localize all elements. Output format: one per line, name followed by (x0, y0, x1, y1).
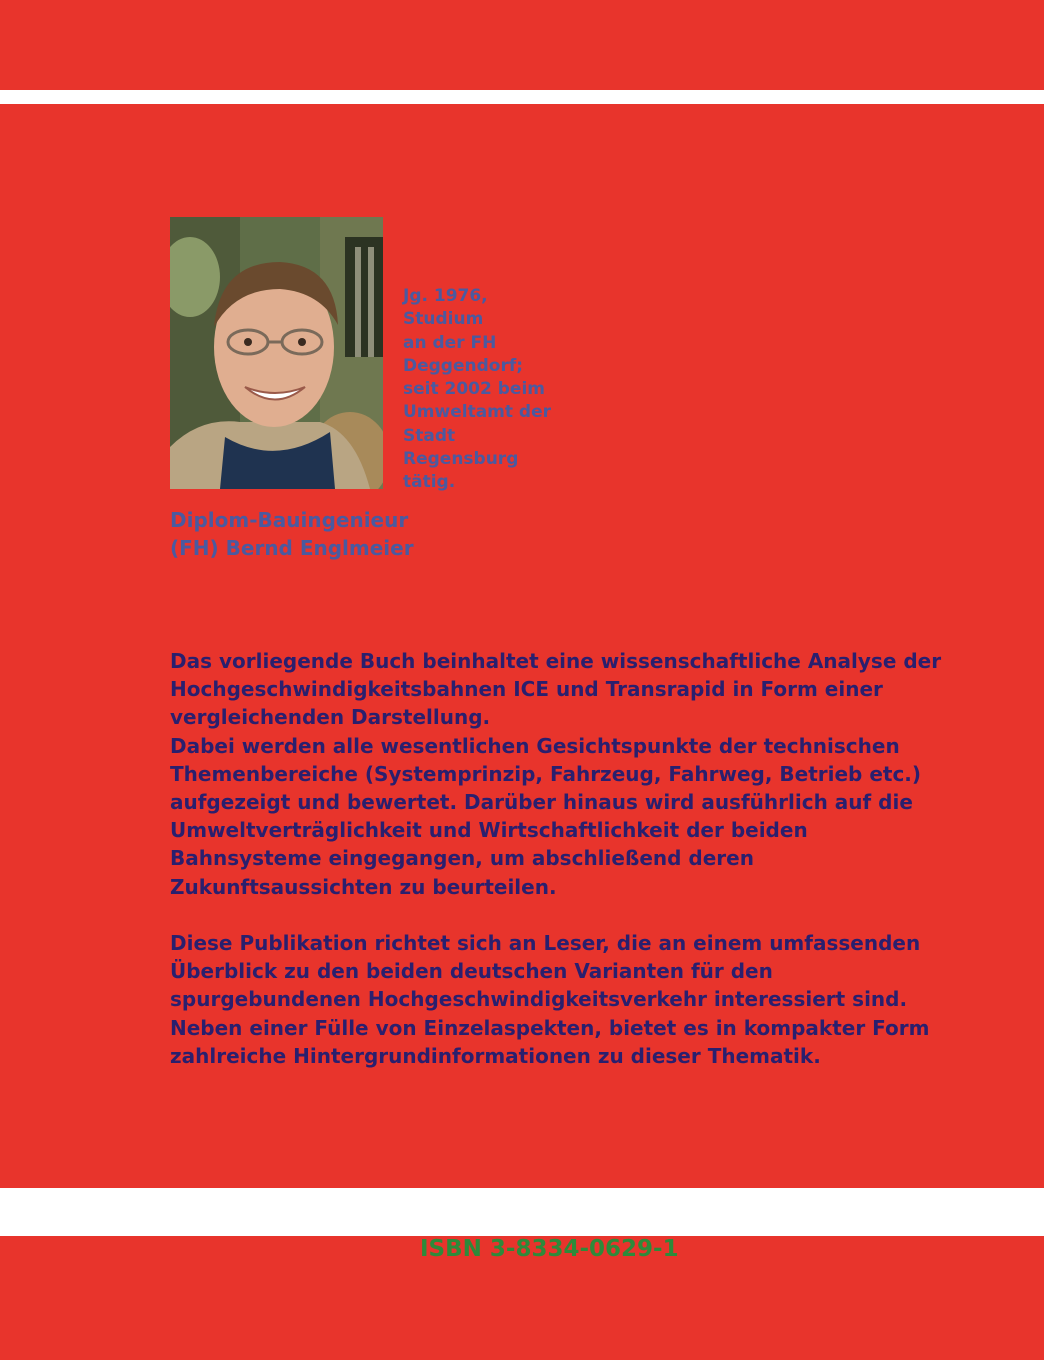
bio-line: Umweltamt der (403, 402, 552, 423)
blurb-line: Das vorliegende Buch beinhaltet eine wissenschaftliche Analyse der (170, 649, 942, 673)
bottom-white-stripe (0, 1188, 1044, 1236)
blurb-paragraph-2 (170, 929, 1010, 1070)
blurb-line: zahlreiche Hintergrundinformationen zu dieser Thematik. (170, 1043, 821, 1068)
blurb-line: Umweltverträglichkeit und Wirtschaftlichkeit der beiden (170, 818, 808, 843)
author-name (170, 506, 414, 562)
blurb-line: Bahnsysteme eingegangen, um abschließend deren (170, 846, 754, 871)
bio-line: seit 2002 beim (403, 379, 545, 400)
blurb-line: Dabei werden alle wesentlichen Gesichtspunkte der technischen (170, 733, 900, 758)
top-white-stripe (0, 90, 1044, 104)
blurb-line: Überblick zu den beiden deutschen Varianten für den (170, 959, 773, 984)
blurb-line: Neben einer Fülle von Einzelaspekten, bietet es in kompakter Form (170, 1015, 930, 1040)
blurb-line: spurgebundenen Hochgeschwindigkeitsverkehr interessiert sind. (170, 987, 908, 1012)
author-name-line: (FH) Bernd Englmeier (170, 536, 414, 560)
blurb-line: vergleichenden Darstellung. (170, 705, 491, 730)
bio-line: Deggendorf; (403, 355, 524, 376)
blurb-line: Themenbereiche (Systemprinzip, Fahrzeug, Fahrweg, Betrieb etc.) (170, 761, 922, 786)
bio-line: tätig. (403, 472, 456, 493)
author-name-line: Diplom-Bauingenieur (170, 508, 409, 532)
blurb-line: Hochgeschwindigkeitsbahnen ICE und Transrapid in Form einer (170, 677, 883, 702)
blurb-line: Diese Publikation richtet sich an Leser, die an einem umfassenden (170, 931, 921, 955)
blurb-line: aufgezeigt und bewertet. Darüber hinaus wird ausführlich auf die (170, 790, 913, 815)
blurb-line: Zukunftsaussichten zu beurteilen. (170, 874, 557, 899)
bio-line: Jg. 1976, (403, 286, 488, 306)
bio-line: Studium (403, 309, 484, 330)
bio-line: Regensburg (403, 449, 519, 470)
bio-line: an der FH (403, 332, 497, 353)
isbn-label: ISBN 3-8334-0629-1 (420, 1236, 679, 1262)
bio-line: Stadt (403, 425, 456, 446)
author-photo (170, 217, 383, 489)
author-bio (403, 285, 573, 495)
blurb-paragraph-1 (170, 647, 1010, 901)
